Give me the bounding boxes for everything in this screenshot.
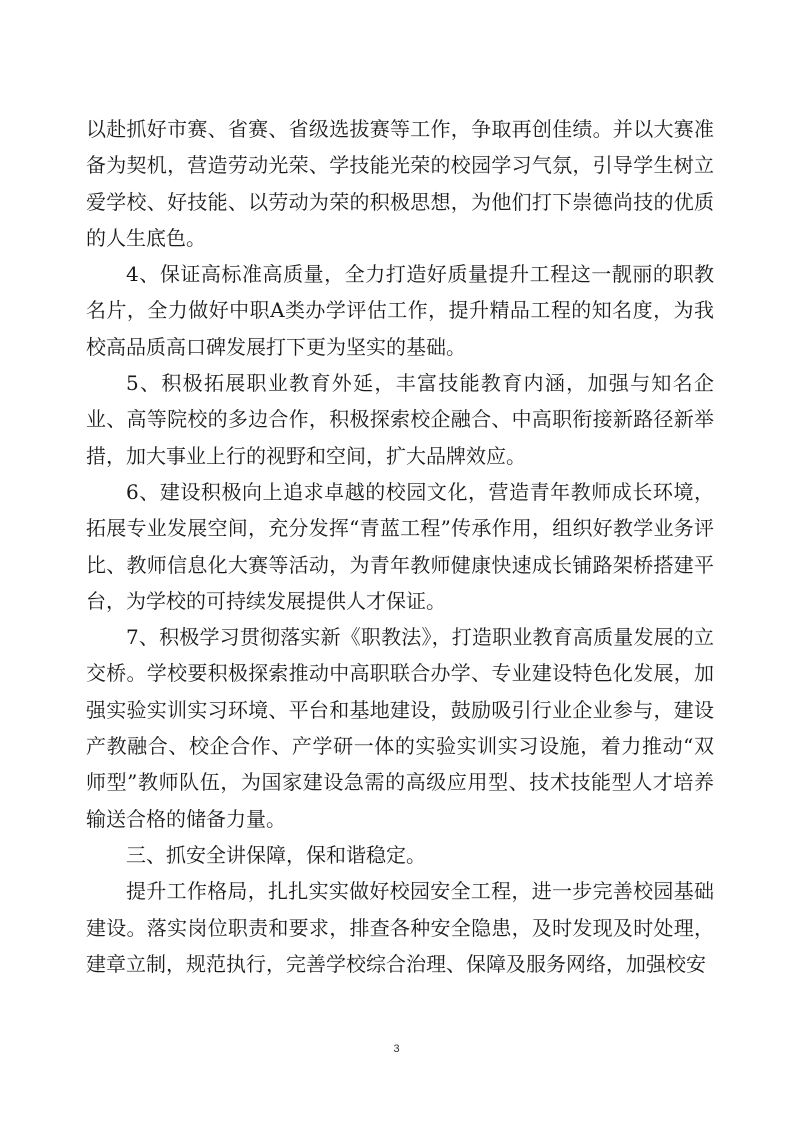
paragraph-item-7: 7、积极学习贯彻落实新《职教法》，打造职业教育高质量发展的立交桥。学校要积极探索推动中高职联合办学、专业建设特色化发展，加强实验实训实习环境、平台和基地建设，鼓励吸引行业企业参与，建设产教融合、校企合作、产学研一体的实验实训实习设施，着力推动“双师型”教师队伍，为国家建设急需的高级应用型、技术技能型人才培养输送合格的储备力量。 xyxy=(86,625,714,831)
paragraph-item-4: 4、保证高标准高质量，全力打造好质量提升工程这一靓丽的职教名片，全力做好中职A类办学评估工作，提升精品工程的知名度，为我校高品质高口碑发展打下更为坚实的基础。 xyxy=(86,262,714,359)
paragraph-item-6: 6、建设积极向上追求卓越的校园文化，营造青年教师成长环境，拓展专业发展空间，充分发挥“青蓝工程”传承作用，组织好教学业务评比、教师信息化大赛等活动，为青年教师健康快速成长铺路架桥搭建平台，为学校的可持续发展提供人才保证。 xyxy=(86,479,714,613)
paragraph-safety: 提升工作格局，扎扎实实做好校园安全工程，进一步完善校园基础建设。落实岗位职责和要求，排查各种安全隐患，及时发现及时处理，建章立制，规范执行，完善学校综合治理、保障及服务网络，加强校安 xyxy=(86,879,714,976)
section-heading-three: 三、抓安全讲保障，保和谐稳定。 xyxy=(126,842,426,867)
page-number: 3 xyxy=(393,1043,400,1055)
document-body xyxy=(86,111,714,982)
paragraph-continued: 以赴抓好市赛、省赛、省级选拔赛等工作，争取再创佳绩。并以大赛准备为契机，营造劳动光荣、学技能光荣的校园学习气氛，引导学生树立爱学校、好技能、以劳动为荣的积极思想，为他们打下崇德尚技的优质的人生底色。 xyxy=(86,117,714,250)
paragraph-item-5: 5、积极拓展职业教育外延，丰富技能教育内涵，加强与知名企业、高等院校的多边合作，积极探索校企融合、中高职衔接新路径新举措，加大事业上行的视野和空间，扩大品牌效应。 xyxy=(86,371,714,468)
